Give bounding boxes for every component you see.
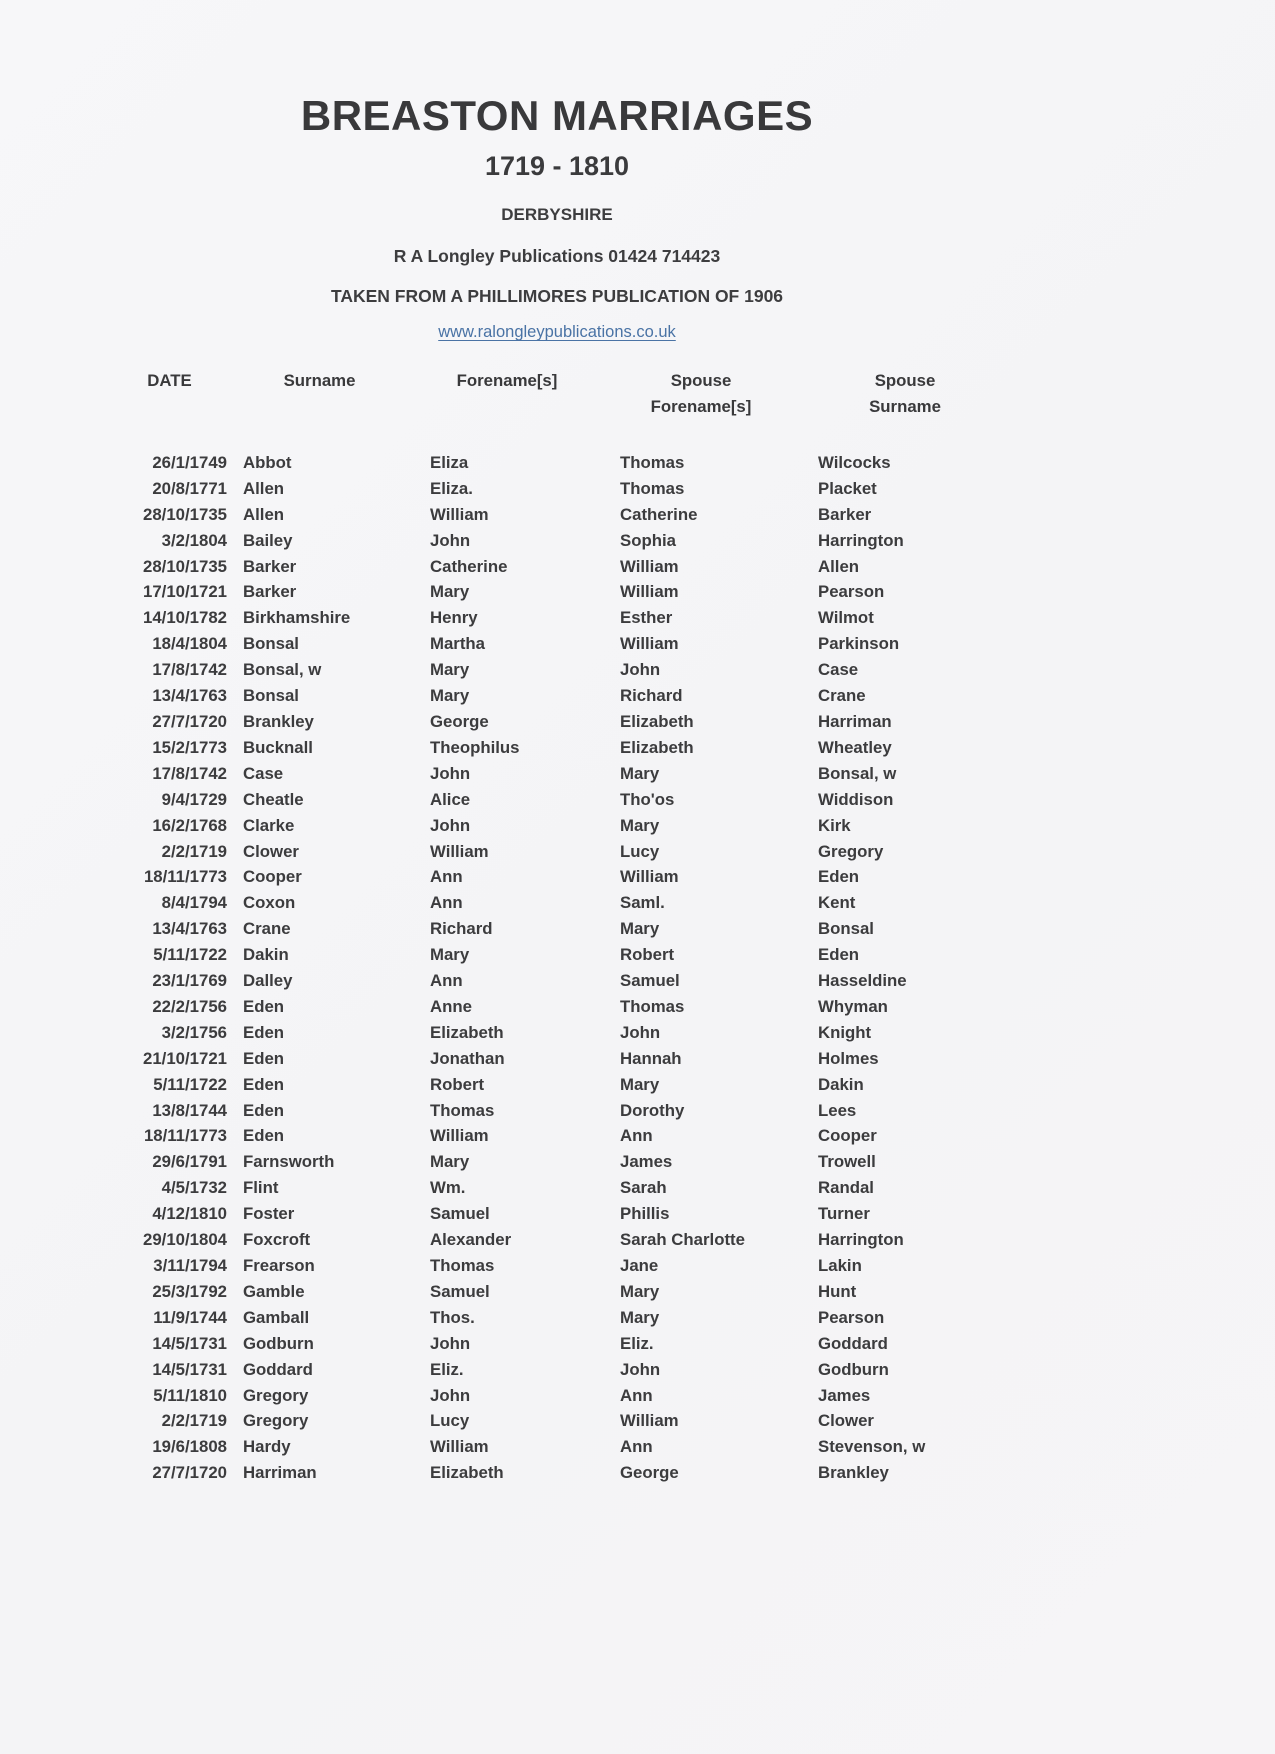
col-header-surname: Surname bbox=[283, 371, 356, 391]
cell-spouse-forenames: Esther bbox=[620, 608, 673, 628]
cell-forenames: Catherine bbox=[430, 556, 508, 576]
table-row bbox=[112, 1357, 1114, 1383]
cell-spouse-surname: Barker bbox=[818, 504, 872, 524]
table-row bbox=[112, 1331, 1114, 1357]
cell-date: 27/7/1720 bbox=[152, 711, 227, 731]
cell-spouse-forenames: Thomas bbox=[620, 478, 685, 498]
cell-surname: Dakin bbox=[243, 945, 289, 965]
table-row bbox=[112, 942, 1114, 968]
website-link-wrap bbox=[0, 323, 1114, 342]
cell-date: 11/9/1744 bbox=[153, 1307, 227, 1327]
cell-surname: Abbot bbox=[243, 452, 292, 472]
cell-date: 29/10/1804 bbox=[143, 1230, 227, 1250]
table-row bbox=[112, 579, 1114, 605]
cell-spouse-forenames: Robert bbox=[620, 945, 675, 965]
cell-date: 3/2/1804 bbox=[161, 530, 227, 550]
table-row bbox=[112, 1408, 1114, 1434]
cell-forenames: Mary bbox=[430, 582, 470, 602]
cell-forenames: William bbox=[430, 504, 489, 524]
cell-forenames: Anne bbox=[430, 996, 472, 1016]
col-header-date: DATE bbox=[147, 371, 192, 391]
cell-spouse-forenames: John bbox=[620, 1022, 661, 1042]
cell-date: 20/8/1771 bbox=[152, 478, 227, 498]
cell-date: 5/11/1722 bbox=[153, 1074, 227, 1094]
cell-forenames: Ann bbox=[430, 971, 463, 991]
cell-date: 22/2/1756 bbox=[152, 996, 227, 1016]
cell-spouse-forenames: Saml. bbox=[620, 893, 665, 913]
table-row bbox=[112, 476, 1114, 502]
cell-spouse-surname: Harrington bbox=[818, 530, 904, 550]
cell-surname: Barker bbox=[243, 556, 297, 576]
cell-date: 3/2/1756 bbox=[161, 1022, 227, 1042]
cell-spouse-surname: Harriman bbox=[818, 711, 892, 731]
date-range: 1719 - 1810 bbox=[484, 151, 630, 182]
cell-surname: Eden bbox=[243, 1022, 285, 1042]
cell-surname: Crane bbox=[243, 919, 291, 939]
table-row bbox=[112, 605, 1114, 631]
table-row bbox=[112, 1149, 1114, 1175]
cell-forenames: Wm. bbox=[430, 1178, 466, 1198]
cell-date: 23/1/1769 bbox=[152, 971, 227, 991]
cell-surname: Eden bbox=[243, 1126, 285, 1146]
cell-spouse-surname: Pearson bbox=[818, 582, 885, 602]
cell-spouse-forenames: Tho'os bbox=[620, 789, 675, 809]
cell-surname: Cheatle bbox=[243, 789, 304, 809]
cell-spouse-surname: Allen bbox=[818, 556, 860, 576]
cell-surname: Clower bbox=[243, 841, 299, 861]
cell-forenames: Theophilus bbox=[430, 737, 520, 757]
col-header-spouse-forenames bbox=[602, 368, 800, 420]
cell-surname: Brankley bbox=[243, 711, 314, 731]
table-row bbox=[112, 554, 1114, 580]
cell-surname: Gregory bbox=[243, 1411, 309, 1431]
cell-forenames: Henry bbox=[430, 608, 478, 628]
cell-spouse-forenames: Mary bbox=[620, 1281, 660, 1301]
cell-forenames: Mary bbox=[430, 686, 470, 706]
table-row bbox=[112, 1434, 1114, 1460]
cell-date: 18/11/1773 bbox=[143, 1126, 227, 1146]
table-row bbox=[112, 1123, 1114, 1149]
cell-date: 27/7/1720 bbox=[152, 1463, 227, 1483]
cell-surname: Allen bbox=[243, 478, 285, 498]
cell-date: 9/4/1729 bbox=[161, 789, 227, 809]
table-row bbox=[112, 813, 1114, 839]
cell-spouse-forenames: William bbox=[620, 556, 679, 576]
cell-date: 14/5/1731 bbox=[152, 1333, 227, 1353]
cell-date: 5/11/1722 bbox=[153, 945, 227, 965]
cell-forenames: Martha bbox=[430, 634, 486, 654]
table-row bbox=[112, 1383, 1114, 1409]
spouse-surname-header-line1: Spouse bbox=[874, 371, 936, 391]
cell-date: 16/2/1768 bbox=[152, 815, 227, 835]
cell-spouse-forenames: Phillis bbox=[620, 1204, 670, 1224]
cell-forenames: William bbox=[430, 841, 489, 861]
cell-surname: Foster bbox=[243, 1204, 295, 1224]
cell-spouse-forenames: Eliz. bbox=[620, 1333, 654, 1353]
cell-spouse-forenames: Thomas bbox=[620, 452, 685, 472]
cell-spouse-forenames: William bbox=[620, 867, 679, 887]
table-row bbox=[112, 1279, 1114, 1305]
cell-date: 4/12/1810 bbox=[152, 1204, 227, 1224]
cell-spouse-surname: Turner bbox=[818, 1204, 870, 1224]
table-row bbox=[112, 1098, 1114, 1124]
cell-surname: Flint bbox=[243, 1178, 279, 1198]
table-row bbox=[112, 1175, 1114, 1201]
cell-surname: Clarke bbox=[243, 815, 295, 835]
cell-date: 14/10/1782 bbox=[143, 608, 227, 628]
cell-surname: Hardy bbox=[243, 1437, 291, 1457]
cell-date: 17/8/1742 bbox=[152, 763, 227, 783]
cell-date: 2/2/1719 bbox=[161, 841, 227, 861]
cell-surname: Bailey bbox=[243, 530, 293, 550]
cell-spouse-surname: Parkinson bbox=[818, 634, 900, 654]
cell-date: 29/6/1791 bbox=[152, 1152, 227, 1172]
cell-date: 13/4/1763 bbox=[152, 919, 227, 939]
cell-surname: Gamball bbox=[243, 1307, 310, 1327]
cell-date: 2/2/1719 bbox=[161, 1411, 227, 1431]
table-row bbox=[112, 916, 1114, 942]
cell-surname: Harriman bbox=[243, 1463, 317, 1483]
cell-spouse-surname: Randal bbox=[818, 1178, 874, 1198]
cell-forenames: Eliz. bbox=[430, 1359, 464, 1379]
cell-spouse-forenames: William bbox=[620, 634, 679, 654]
cell-spouse-surname: Wilmot bbox=[818, 608, 874, 628]
cell-spouse-forenames: Sarah Charlotte bbox=[620, 1230, 745, 1250]
cell-spouse-surname: Clower bbox=[818, 1411, 874, 1431]
cell-spouse-surname: Godburn bbox=[818, 1359, 889, 1379]
cell-forenames: Alice bbox=[430, 789, 471, 809]
cell-surname: Bonsal, w bbox=[243, 660, 322, 680]
cell-forenames: John bbox=[430, 530, 471, 550]
cell-surname: Frearson bbox=[243, 1256, 315, 1275]
cell-spouse-surname: Eden bbox=[818, 867, 860, 887]
cell-spouse-forenames: Elizabeth bbox=[620, 737, 694, 757]
cell-forenames: John bbox=[430, 763, 471, 783]
table-row bbox=[112, 1227, 1114, 1253]
cell-spouse-forenames: Catherine bbox=[620, 504, 698, 524]
cell-spouse-forenames: Sarah bbox=[620, 1178, 667, 1198]
cell-forenames: Robert bbox=[430, 1074, 485, 1094]
cell-date: 26/1/1749 bbox=[152, 452, 227, 472]
table-row bbox=[112, 657, 1114, 683]
cell-spouse-surname: Cooper bbox=[818, 1126, 877, 1146]
cell-forenames: Ann bbox=[430, 893, 463, 913]
cell-spouse-forenames: Ann bbox=[620, 1126, 653, 1146]
cell-forenames: Ann bbox=[430, 867, 463, 887]
cell-forenames: Jonathan bbox=[430, 1048, 505, 1068]
cell-date: 15/2/1773 bbox=[152, 737, 227, 757]
cell-spouse-surname: Eden bbox=[818, 945, 860, 965]
cell-surname: Eden bbox=[243, 1074, 285, 1094]
table-row bbox=[112, 968, 1114, 994]
cell-spouse-forenames: Jane bbox=[620, 1256, 659, 1275]
cell-date: 8/4/1794 bbox=[161, 893, 227, 913]
table-row bbox=[112, 1072, 1114, 1098]
website-link[interactable]: www.ralongleypublications.co.uk bbox=[438, 323, 676, 342]
page-title: BREASTON MARRIAGES bbox=[300, 92, 814, 139]
cell-spouse-surname: Kirk bbox=[818, 815, 851, 835]
cell-spouse-surname: Widdison bbox=[818, 789, 894, 809]
spouse-forenames-header-line1: Spouse bbox=[670, 371, 732, 391]
cell-spouse-forenames: Mary bbox=[620, 919, 660, 939]
cell-date: 18/11/1773 bbox=[143, 867, 227, 887]
cell-spouse-forenames: William bbox=[620, 1411, 679, 1431]
cell-surname: Barker bbox=[243, 582, 297, 602]
cell-surname: Gregory bbox=[243, 1385, 309, 1405]
cell-forenames: Mary bbox=[430, 1152, 470, 1172]
cell-forenames: Samuel bbox=[430, 1281, 490, 1301]
cell-forenames: Mary bbox=[430, 945, 470, 965]
cell-spouse-forenames: Dorothy bbox=[620, 1100, 685, 1120]
table-row bbox=[112, 839, 1114, 865]
cell-surname: Gamble bbox=[243, 1281, 305, 1301]
cell-surname: Eden bbox=[243, 996, 285, 1016]
cell-spouse-surname: Trowell bbox=[818, 1152, 876, 1172]
cell-surname: Dalley bbox=[243, 971, 293, 991]
cell-forenames: Samuel bbox=[430, 1204, 490, 1224]
cell-spouse-forenames: Lucy bbox=[620, 841, 660, 861]
cell-forenames: Thomas bbox=[430, 1100, 495, 1120]
cell-date: 28/10/1735 bbox=[143, 556, 227, 576]
table-row bbox=[112, 1046, 1114, 1072]
cell-forenames: William bbox=[430, 1126, 489, 1146]
cell-surname: Goddard bbox=[243, 1359, 313, 1379]
table-row bbox=[112, 864, 1114, 890]
cell-surname: Bonsal bbox=[243, 634, 299, 654]
cell-spouse-surname: Whyman bbox=[818, 996, 888, 1016]
cell-spouse-surname: Bonsal, w bbox=[818, 763, 897, 783]
cell-forenames: Alexander bbox=[430, 1230, 512, 1250]
cell-spouse-forenames: James bbox=[620, 1152, 673, 1172]
cell-surname: Case bbox=[243, 763, 284, 783]
cell-spouse-forenames: Mary bbox=[620, 815, 660, 835]
cell-spouse-forenames: William bbox=[620, 582, 679, 602]
cell-forenames: John bbox=[430, 1333, 471, 1353]
cell-surname: Coxon bbox=[243, 893, 296, 913]
cell-date: 17/10/1721 bbox=[143, 582, 227, 602]
cell-spouse-forenames: John bbox=[620, 1359, 661, 1379]
cell-surname: Cooper bbox=[243, 867, 302, 887]
cell-spouse-forenames: Elizabeth bbox=[620, 711, 694, 731]
marriage-table bbox=[112, 368, 1114, 1486]
cell-forenames: Eliza. bbox=[430, 478, 473, 498]
table-row bbox=[112, 1305, 1114, 1331]
cell-forenames: George bbox=[430, 711, 489, 731]
table-row bbox=[112, 735, 1114, 761]
table-header-row bbox=[112, 368, 1114, 420]
cell-date: 3/11/1794 bbox=[153, 1256, 227, 1275]
cell-spouse-surname: Case bbox=[818, 660, 859, 680]
col-header-spouse-surname bbox=[800, 368, 1010, 420]
cell-date: 25/3/1792 bbox=[152, 1281, 227, 1301]
cell-spouse-forenames: Ann bbox=[620, 1385, 653, 1405]
cell-forenames: John bbox=[430, 1385, 471, 1405]
cell-spouse-surname: Brankley bbox=[818, 1463, 889, 1483]
cell-surname: Birkhamshire bbox=[243, 608, 351, 628]
cell-surname: Bucknall bbox=[243, 737, 313, 757]
cell-spouse-surname: Lees bbox=[818, 1100, 857, 1120]
cell-spouse-forenames: Mary bbox=[620, 1307, 660, 1327]
cell-surname: Eden bbox=[243, 1048, 285, 1068]
document-header bbox=[0, 0, 1114, 342]
col-header-forenames: Forename[s] bbox=[456, 371, 558, 391]
table-row bbox=[112, 528, 1114, 554]
cell-forenames: Thos. bbox=[430, 1307, 475, 1327]
cell-forenames: Elizabeth bbox=[430, 1463, 504, 1483]
table-row bbox=[112, 1253, 1114, 1279]
cell-surname: Foxcroft bbox=[243, 1230, 311, 1250]
cell-spouse-forenames: Thomas bbox=[620, 996, 685, 1016]
cell-spouse-forenames: Mary bbox=[620, 1074, 660, 1094]
cell-spouse-surname: Holmes bbox=[818, 1048, 879, 1068]
source-line: TAKEN FROM A PHILLIMORES PUBLICATION OF 1906 bbox=[330, 286, 784, 307]
cell-spouse-forenames: George bbox=[620, 1463, 679, 1483]
cell-surname: Godburn bbox=[243, 1333, 314, 1353]
cell-spouse-surname: Goddard bbox=[818, 1333, 888, 1353]
cell-spouse-surname: James bbox=[818, 1385, 871, 1405]
cell-forenames: Lucy bbox=[430, 1411, 470, 1431]
table-row bbox=[112, 502, 1114, 528]
cell-date: 13/4/1763 bbox=[152, 686, 227, 706]
table-row bbox=[112, 683, 1114, 709]
county-label: DERBYSHIRE bbox=[501, 205, 613, 225]
cell-spouse-surname: Hunt bbox=[818, 1281, 857, 1301]
spouse-surname-header-line2: Surname bbox=[869, 397, 941, 416]
spouse-forenames-header-line2: Forename[s] bbox=[650, 397, 752, 416]
cell-surname: Farnsworth bbox=[243, 1152, 335, 1172]
cell-date: 28/10/1735 bbox=[143, 504, 227, 524]
cell-spouse-forenames: Sophia bbox=[620, 530, 676, 550]
cell-spouse-surname: Wheatley bbox=[818, 737, 892, 757]
cell-forenames: William bbox=[430, 1437, 489, 1457]
cell-date: 21/10/1721 bbox=[143, 1048, 227, 1068]
cell-spouse-forenames: Hannah bbox=[620, 1048, 682, 1068]
table-row bbox=[112, 761, 1114, 787]
cell-spouse-surname: Dakin bbox=[818, 1074, 864, 1094]
cell-spouse-surname: Knight bbox=[818, 1022, 872, 1042]
cell-forenames: Elizabeth bbox=[430, 1022, 504, 1042]
cell-spouse-surname: Wilcocks bbox=[818, 452, 891, 472]
cell-spouse-forenames: Ann bbox=[620, 1437, 653, 1457]
marriage-table-body bbox=[112, 450, 1114, 1486]
table-row bbox=[112, 1020, 1114, 1046]
cell-spouse-forenames: John bbox=[620, 660, 661, 680]
cell-surname: Eden bbox=[243, 1100, 285, 1120]
cell-surname: Bonsal bbox=[243, 686, 299, 706]
cell-spouse-surname: Harrington bbox=[818, 1230, 904, 1250]
cell-spouse-surname: Crane bbox=[818, 686, 866, 706]
table-row bbox=[112, 450, 1114, 476]
publisher-line: R A Longley Publications 01424 714423 bbox=[393, 246, 721, 267]
cell-date: 13/8/1744 bbox=[152, 1100, 227, 1120]
cell-date: 19/6/1808 bbox=[152, 1437, 227, 1457]
cell-date: 4/5/1732 bbox=[161, 1178, 227, 1198]
cell-forenames: Eliza bbox=[430, 452, 469, 472]
cell-date: 18/4/1804 bbox=[152, 634, 227, 654]
table-row bbox=[112, 994, 1114, 1020]
cell-spouse-forenames: Richard bbox=[620, 686, 683, 706]
cell-spouse-surname: Kent bbox=[818, 893, 856, 913]
cell-spouse-forenames: Mary bbox=[620, 763, 660, 783]
table-row bbox=[112, 890, 1114, 916]
cell-spouse-surname: Hasseldine bbox=[818, 971, 907, 991]
table-row bbox=[112, 1460, 1114, 1486]
cell-spouse-surname: Stevenson, w bbox=[818, 1437, 926, 1457]
table-row bbox=[112, 1201, 1114, 1227]
cell-forenames: Thomas bbox=[430, 1256, 495, 1275]
cell-forenames: Mary bbox=[430, 660, 470, 680]
cell-date: 5/11/1810 bbox=[153, 1385, 227, 1405]
cell-spouse-surname: Gregory bbox=[818, 841, 884, 861]
cell-date: 17/8/1742 bbox=[152, 660, 227, 680]
cell-date: 14/5/1731 bbox=[152, 1359, 227, 1379]
cell-spouse-surname: Pearson bbox=[818, 1307, 885, 1327]
cell-spouse-surname: Lakin bbox=[818, 1256, 862, 1275]
table-row bbox=[112, 709, 1114, 735]
cell-spouse-surname: Bonsal bbox=[818, 919, 874, 939]
table-row bbox=[112, 631, 1114, 657]
cell-spouse-surname: Placket bbox=[818, 478, 877, 498]
cell-forenames: Richard bbox=[430, 919, 493, 939]
cell-surname: Allen bbox=[243, 504, 285, 524]
table-row bbox=[112, 787, 1114, 813]
cell-forenames: John bbox=[430, 815, 471, 835]
cell-spouse-forenames: Samuel bbox=[620, 971, 680, 991]
